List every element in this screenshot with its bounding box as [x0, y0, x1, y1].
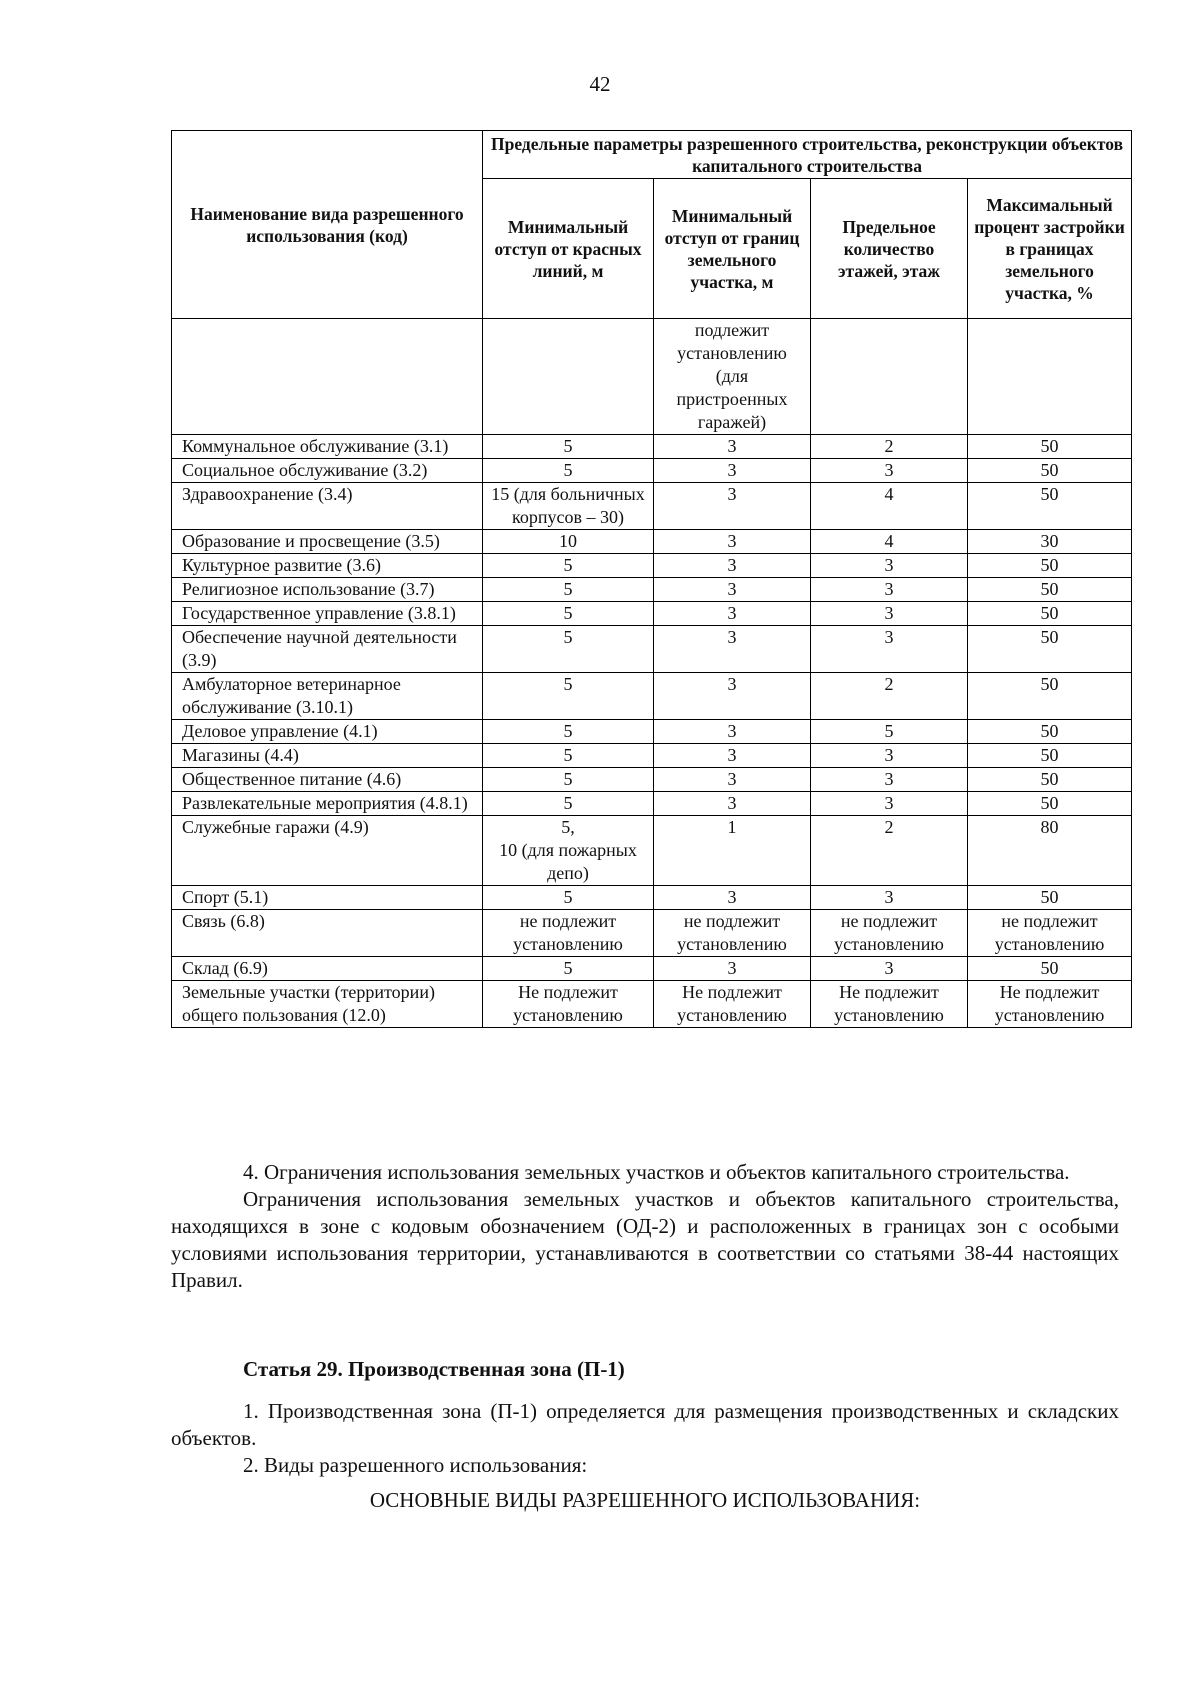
- floors-cell: 3: [811, 792, 968, 816]
- floors-cell: 3: [811, 957, 968, 981]
- header-col-red-lines: Минимальный отступ от красных линий, м: [483, 179, 654, 319]
- header-col-coverage: Максимальный процент застройки в границах земельного участка, %: [968, 179, 1132, 319]
- floors-cell: 3: [811, 459, 968, 483]
- coverage-cell: не подлежит установлению: [968, 910, 1132, 957]
- coverage-cell: 50: [968, 886, 1132, 910]
- floors-cell: 3: [811, 578, 968, 602]
- table-row: [172, 981, 1132, 1028]
- table-row: [172, 957, 1132, 981]
- row-name-cell: Коммунальное обслуживание (3.1): [172, 435, 483, 459]
- boundaries-cell: не подлежит установлению: [654, 910, 811, 957]
- boundaries-cell: 3: [654, 626, 811, 673]
- floors-cell: 3: [811, 744, 968, 768]
- article-29-paragraph-2: 2. Виды разрешенного использования:: [243, 1453, 588, 1477]
- table-row: [172, 602, 1132, 626]
- row-name-cell: Здравоохранение (3.4): [172, 483, 483, 530]
- table-row: [172, 554, 1132, 578]
- floors-cell: 4: [811, 483, 968, 530]
- coverage-cell: 50: [968, 720, 1132, 744]
- article-29-text: [171, 1398, 1119, 1479]
- red-lines-cell: 5: [483, 768, 654, 792]
- red-lines-cell: 5: [483, 720, 654, 744]
- coverage-cell: 50: [968, 792, 1132, 816]
- table-row: [172, 720, 1132, 744]
- boundaries-cell: 3: [654, 435, 811, 459]
- boundaries-cell: 3: [654, 578, 811, 602]
- row-name-cell: Обеспечение научной деятельности (3.9): [172, 626, 483, 673]
- row-name-cell: Религиозное использование (3.7): [172, 578, 483, 602]
- article-29-paragraph-1: 1. Производственная зона (П-1) определяется для размещения производственных и складских объектов.: [171, 1399, 1119, 1450]
- red-lines-cell: 5: [483, 673, 654, 720]
- floors-cell: 2: [811, 673, 968, 720]
- coverage-cell: 50: [968, 459, 1132, 483]
- table-row: [172, 459, 1132, 483]
- coverage-cell: 80: [968, 816, 1132, 886]
- coverage-cell: 50: [968, 673, 1132, 720]
- red-lines-cell: 5: [483, 459, 654, 483]
- row-name-cell: Служебные гаражи (4.9): [172, 816, 483, 886]
- coverage-cell: 50: [968, 957, 1132, 981]
- floors-cell: Не подлежит установлению: [811, 981, 968, 1028]
- floors-cell: 5: [811, 720, 968, 744]
- red-lines-cell: 5: [483, 435, 654, 459]
- table-row: [172, 744, 1132, 768]
- row-name-cell: Земельные участки (территории) общего пользования (12.0): [172, 981, 483, 1028]
- red-lines-cell: 5: [483, 792, 654, 816]
- coverage-cell: 50: [968, 626, 1132, 673]
- floors-cell: 3: [811, 602, 968, 626]
- header-col-boundaries: Минимальный отступ от границ земельного участка, м: [654, 179, 811, 319]
- coverage-cell: 30: [968, 530, 1132, 554]
- main-use-types-heading: ОСНОВНЫЕ ВИДЫ РАЗРЕШЕННОГО ИСПОЛЬЗОВАНИЯ:: [369, 1488, 921, 1512]
- red-lines-cell: 10: [483, 530, 654, 554]
- coverage-cell: 50: [968, 578, 1132, 602]
- boundaries-cell: 3: [654, 720, 811, 744]
- row-name-cell: Социальное обслуживание (3.2): [172, 459, 483, 483]
- boundaries-cell: 3: [654, 530, 811, 554]
- boundaries-cell: 3: [654, 554, 811, 578]
- table-row: [172, 816, 1132, 886]
- coverage-cell: [968, 319, 1132, 435]
- section-4-paragraph-1: 4. Ограничения использования земельных участков и объектов капитального строительства.: [243, 1160, 1070, 1184]
- red-lines-cell: 5, 10 (для пожарных депо): [483, 816, 654, 886]
- table-row: [172, 886, 1132, 910]
- boundaries-cell: 1: [654, 816, 811, 886]
- boundaries-cell: 3: [654, 957, 811, 981]
- coverage-cell: 50: [968, 768, 1132, 792]
- boundaries-cell: 3: [654, 768, 811, 792]
- header-group: Предельные параметры разрешенного строительства, реконструкции объектов капитального строительства: [483, 131, 1132, 179]
- boundaries-cell: 3: [654, 886, 811, 910]
- floors-cell: 4: [811, 530, 968, 554]
- boundaries-cell: 3: [654, 602, 811, 626]
- red-lines-cell: 5: [483, 626, 654, 673]
- floors-cell: 3: [811, 886, 968, 910]
- red-lines-cell: 5: [483, 886, 654, 910]
- header-col-floors: Предельное количество этажей, этаж: [811, 179, 968, 319]
- coverage-cell: 50: [968, 483, 1132, 530]
- row-name-cell: Магазины (4.4): [172, 744, 483, 768]
- row-name-cell: Связь (6.8): [172, 910, 483, 957]
- red-lines-cell: 5: [483, 602, 654, 626]
- table-row: [172, 626, 1132, 673]
- row-name-cell: Общественное питание (4.6): [172, 768, 483, 792]
- red-lines-cell: 5: [483, 578, 654, 602]
- parameters-table: [171, 130, 1132, 1028]
- boundaries-cell: подлежит установлению (для пристроенных гаражей): [654, 319, 811, 435]
- boundaries-cell: 3: [654, 792, 811, 816]
- row-name-cell: Спорт (5.1): [172, 886, 483, 910]
- row-name-cell: Амбулаторное ветеринарное обслуживание (3.10.1): [172, 673, 483, 720]
- floors-cell: 3: [811, 768, 968, 792]
- floors-cell: 2: [811, 435, 968, 459]
- floors-cell: [811, 319, 968, 435]
- section-4-paragraph-2: Ограничения использования земельных участков и объектов капитального строительства, находящихся в зоне с кодовым обозначением (ОД-2) и расположенных в границах зон с особыми условиями использования территории, устанавливаются в соответствии со статьями 38-44 настоящих Правил.: [171, 1187, 1119, 1292]
- table-row: [172, 435, 1132, 459]
- table-row: [172, 910, 1132, 957]
- red-lines-cell: 5: [483, 744, 654, 768]
- row-name-cell: Государственное управление (3.8.1): [172, 602, 483, 626]
- red-lines-cell: 5: [483, 957, 654, 981]
- section-4: [171, 1159, 1119, 1294]
- red-lines-cell: 15 (для больничных корпусов – 30): [483, 483, 654, 530]
- red-lines-cell: Не подлежит установлению: [483, 981, 654, 1028]
- table-row: [172, 792, 1132, 816]
- row-name-cell: Развлекательные мероприятия (4.8.1): [172, 792, 483, 816]
- row-name-cell: [172, 319, 483, 435]
- boundaries-cell: 3: [654, 673, 811, 720]
- page-number: 42: [589, 72, 611, 96]
- boundaries-cell: Не подлежит установлению: [654, 981, 811, 1028]
- coverage-cell: 50: [968, 602, 1132, 626]
- boundaries-cell: 3: [654, 483, 811, 530]
- coverage-cell: 50: [968, 435, 1132, 459]
- coverage-cell: Не подлежит установлению: [968, 981, 1132, 1028]
- row-name-cell: Культурное развитие (3.6): [172, 554, 483, 578]
- row-name-cell: Деловое управление (4.1): [172, 720, 483, 744]
- floors-cell: 2: [811, 816, 968, 886]
- table-row: [172, 578, 1132, 602]
- boundaries-cell: 3: [654, 459, 811, 483]
- table-row: [172, 530, 1132, 554]
- boundaries-cell: 3: [654, 744, 811, 768]
- floors-cell: не подлежит установлению: [811, 910, 968, 957]
- coverage-cell: 50: [968, 744, 1132, 768]
- table-row: [172, 319, 1132, 435]
- red-lines-cell: [483, 319, 654, 435]
- floors-cell: 3: [811, 554, 968, 578]
- coverage-cell: 50: [968, 554, 1132, 578]
- header-name-column: Наименование вида разрешенного использования (код): [172, 131, 483, 319]
- table-row: [172, 483, 1132, 530]
- article-29-heading: Статья 29. Производственная зона (П-1): [243, 1357, 625, 1381]
- floors-cell: 3: [811, 626, 968, 673]
- red-lines-cell: не подлежит установлению: [483, 910, 654, 957]
- table-row: [172, 768, 1132, 792]
- table-row: [172, 673, 1132, 720]
- red-lines-cell: 5: [483, 554, 654, 578]
- row-name-cell: Склад (6.9): [172, 957, 483, 981]
- row-name-cell: Образование и просвещение (3.5): [172, 530, 483, 554]
